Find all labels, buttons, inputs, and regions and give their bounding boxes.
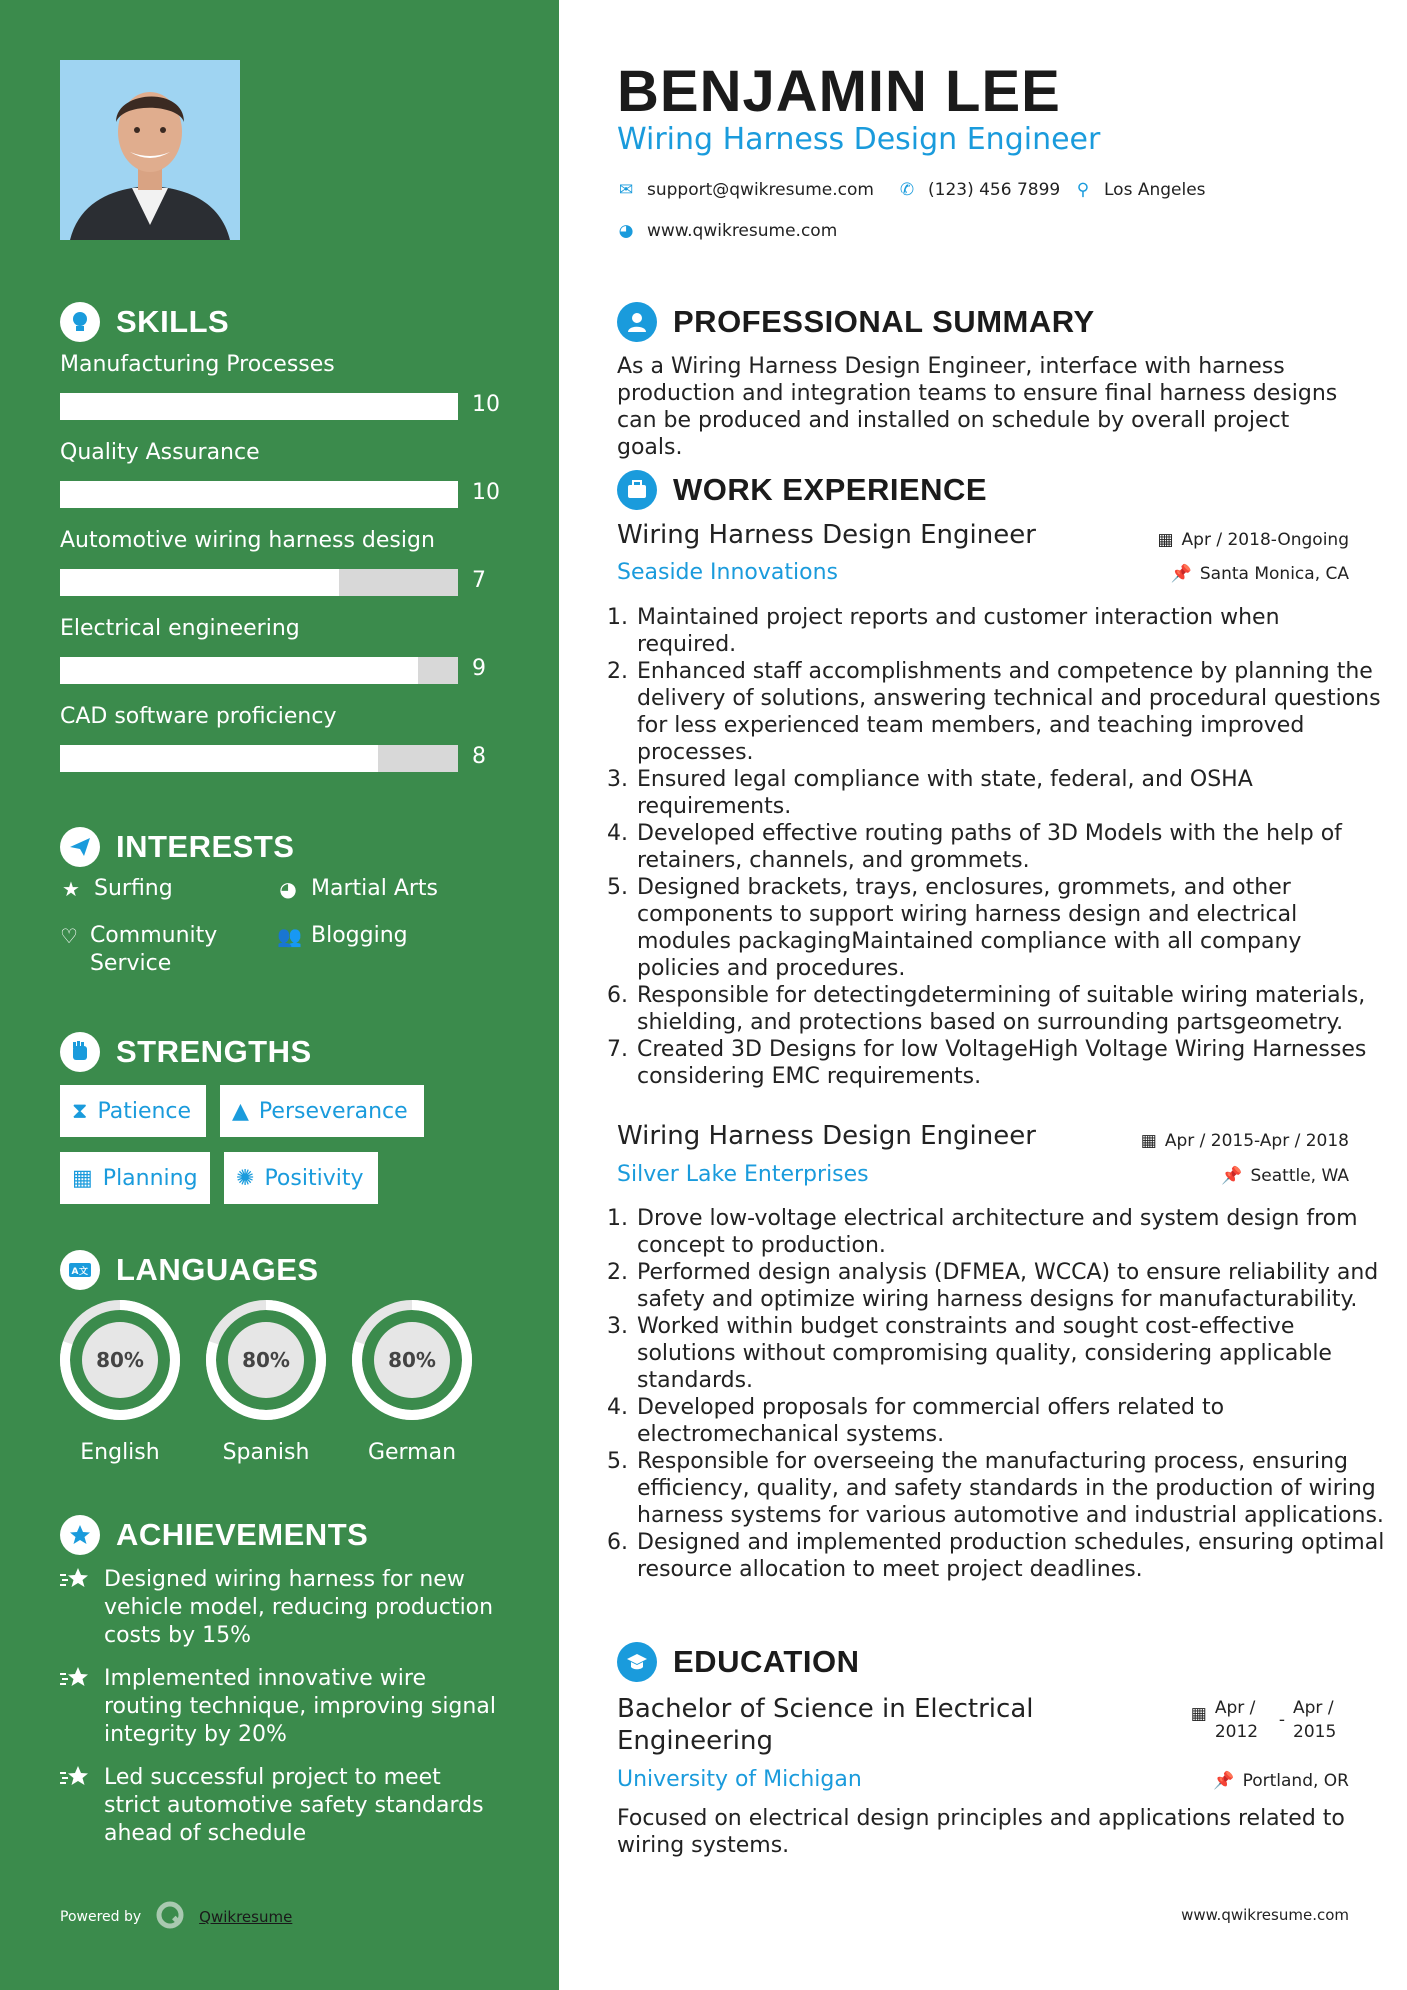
strengths-title: STRENGTHS [116,1034,312,1069]
experience-heading: WORK EXPERIENCE [617,470,987,510]
gauge-label: 80% [388,1348,436,1372]
language-icon [60,1250,100,1290]
sun-icon: ✺ [236,1165,255,1191]
language-name: Spanish [222,1440,310,1465]
hourglass-icon: ⧗ [72,1098,88,1124]
skills-heading [60,302,229,342]
skills-title: SKILLS [116,304,230,339]
interest-item: ★ Surfing [60,875,173,903]
date-separator: - [1278,1710,1285,1730]
skill-value: 8 [472,744,486,769]
phone-icon: ✆ [899,180,915,200]
pin-icon: 📌 [1221,1166,1243,1186]
achievement-item: Designed wiring harness for new vehicle model, reducing production costs by 15% [60,1566,500,1650]
job-dates: ▦ Apr / 2015-Apr / 2018 [1140,1131,1349,1151]
skill-bar-fill [60,481,458,508]
language-item [350,1298,474,1465]
achievements-title: ACHIEVEMENTS [116,1517,369,1552]
job-title: Wiring Harness Design Engineer [617,520,1036,550]
education-location: 📌 Portland, OR [1213,1771,1349,1791]
skill-bar-fill [60,393,458,420]
language-item [204,1298,328,1465]
list-item: 5. Responsible for overseeing the manufacturing process, ensuring efficiency, quality, and safety standards in the production of wiring harness systems for various automotive and industrial applications. [635,1448,1385,1529]
star-burst-icon [60,1764,92,1848]
skill-bar [60,569,458,596]
list-item: 4. Developed effective routing paths of 3D Models with the help of retainers, channels, and grommets. [635,820,1385,874]
pin-icon: 📌 [1213,1771,1235,1791]
contact-email [617,180,874,200]
star-burst-icon [60,1566,92,1650]
languages-title: LANGUAGES [116,1252,319,1287]
skill-label: Quality Assurance [60,440,260,465]
contact-location: ⚲ Los Angeles [1074,180,1206,200]
briefcase-icon [617,470,657,510]
heart-icon: ♡ [60,924,78,948]
skill-label: Automotive wiring harness design [60,528,435,553]
language-name: German [367,1440,457,1465]
list-item: 6. Designed and implemented production schedules, ensuring optimal resource allocation to meet project deadlines. [635,1529,1385,1583]
paper-plane-icon [60,827,100,867]
job-location: 📌 Santa Monica, CA [1170,564,1349,584]
job-title: Wiring Harness Design Engineer [617,1121,1036,1151]
language-gauge [58,1298,182,1422]
calendar-icon: ▦ [1157,530,1174,550]
job-bullets [607,604,1385,1090]
degree-title: Bachelor of Science in Electrical Engineering [617,1694,1034,1756]
language-gauge [350,1298,474,1422]
map-pin-icon: ⚲ [1076,180,1090,200]
skill-bar-fill [60,657,418,684]
svg-text:A文: A文 [71,1267,89,1277]
skill-bar [60,393,458,420]
achievements-heading [60,1515,368,1555]
list-item: 5. Designed brackets, trays, enclosures, grommets, and other components to support wiring harness design and electrical modules packagingMaintained compliance with all company policies and procedures. [635,874,1385,982]
gauge-label: 80% [96,1348,144,1372]
skill-bar-fill [60,745,378,772]
languages-heading [60,1250,319,1290]
email-link[interactable]: support@qwikresume.com [647,180,874,200]
school-name[interactable]: University of Michigan [617,1767,862,1792]
list-item: 2. Enhanced staff accomplishments and competence by planning the delivery of solutions, answering technical and procedural questions for less experienced team members, and teaching improved processes. [635,658,1385,766]
qwikresume-logo-icon [155,1900,185,1934]
powered-by-label: Powered by [60,1909,142,1925]
calendar-icon: ▦ [72,1165,93,1191]
calendar-icon: ▦ [1140,1131,1157,1151]
skill-label: Electrical engineering [60,616,300,641]
summary-text: As a Wiring Harness Design Engineer, interface with harness production and integration teams to ensure final harness designs can be produced and installed on schedule by overall project goals. [617,354,1338,460]
star-badge-icon [60,1515,100,1555]
pin-icon: 📌 [1170,564,1192,584]
gauge-label: 80% [242,1348,290,1372]
achievement-item: Implemented innovative wire routing technique, improving signal integrity by 20% [60,1665,500,1749]
list-item: 2. Performed design analysis (DFMEA, WCCA) to ensure reliability and safety and optimize wiring harness designs for manufacturability. [635,1259,1385,1313]
strength-tag: ✺ Positivity [224,1152,378,1204]
job-company[interactable]: Seaside Innovations [617,560,838,585]
fist-icon [60,1032,100,1072]
powered-by [60,1900,292,1934]
candidate-name: BENJAMIN LEE [617,59,1061,124]
interests-title: INTERESTS [116,829,295,864]
skill-label: CAD software proficiency [60,704,337,729]
footer-url[interactable]: www.qwikresume.com [1181,1906,1349,1924]
skill-value: 7 [472,568,486,593]
road-icon: ▲ [232,1098,249,1124]
star-icon: ★ [62,877,80,901]
interests-heading [60,827,294,867]
strengths-heading [60,1032,312,1072]
skill-label: Manufacturing Processes [60,352,335,377]
skill-value: 9 [472,656,486,681]
interest-item: ◕ Martial Arts [277,875,438,903]
contact-website [617,221,837,241]
list-item: 3. Ensured legal compliance with state, federal, and OSHA requirements. [635,766,1385,820]
users-icon: 👥 [277,924,302,948]
skill-value: 10 [472,392,500,417]
lightbulb-icon [60,302,100,342]
strength-tag: ⧗ Patience [60,1085,206,1137]
job-bullets [607,1205,1385,1583]
language-item [58,1298,182,1465]
job-location: 📌 Seattle, WA [1221,1166,1349,1186]
interest-item: ♡ Community Service [60,923,218,976]
list-item: 7. Created 3D Designs for low VoltageHigh Voltage Wiring Harnesses considering EMC requirements. [635,1036,1385,1090]
contact-phone: ✆ (123) 456 7899 [899,180,1061,200]
job-dates: ▦ Apr / 2018-Ongoing [1157,530,1349,550]
skill-bar [60,657,458,684]
language-name: English [80,1440,160,1465]
skill-bar-fill [60,569,339,596]
strength-tag: ▦ Planning [60,1152,210,1204]
job-company[interactable]: Silver Lake Enterprises [617,1162,869,1187]
globe-icon: ◕ [279,877,297,901]
website-link[interactable]: www.qwikresume.com [647,221,838,241]
profile-photo [60,60,240,240]
education-dates: ▦ Apr / 2012 - Apr / 2015 [1190,1698,1337,1742]
interest-item: 👥 Blogging [277,923,408,948]
list-item: 1. Drove low-voltage electrical architecture and system design from concept to production. [635,1205,1385,1259]
list-item: 3. Worked within budget constraints and sought cost-effective solutions without compromising quality, considering applicable standards. [635,1313,1385,1394]
user-icon [617,302,657,342]
skill-bar [60,745,458,772]
education-description: Focused on electrical design principles and applications related to wiring systems. [617,1806,1345,1858]
candidate-role: Wiring Harness Design Engineer [617,122,1101,157]
qwikresume-link[interactable]: Qwikresume [199,1908,293,1926]
strength-tag: ▲ Perseverance [220,1085,424,1137]
list-item: 6. Responsible for detectingdetermining of suitable wiring materials, shielding, and protections based on surrounding partsgeometry. [635,982,1385,1036]
calendar-icon: ▦ [1190,1704,1207,1724]
list-item: 1. Maintained project reports and customer interaction when required. [635,604,1385,658]
summary-heading: PROFESSIONAL SUMMARY [617,302,1095,342]
sidebar [0,0,559,1990]
star-burst-icon [60,1665,92,1749]
globe-icon: ◕ [618,221,634,241]
skill-bar [60,481,458,508]
education-heading: EDUCATION [617,1642,859,1682]
achievement-item: Led successful project to meet strict automotive safety standards ahead of schedule [60,1764,500,1848]
skill-value: 10 [472,480,500,505]
envelope-icon: ✉ [618,180,634,200]
language-gauge [204,1298,328,1422]
graduation-icon [617,1642,657,1682]
list-item: 4. Developed proposals for commercial offers related to electromechanical systems. [635,1394,1385,1448]
